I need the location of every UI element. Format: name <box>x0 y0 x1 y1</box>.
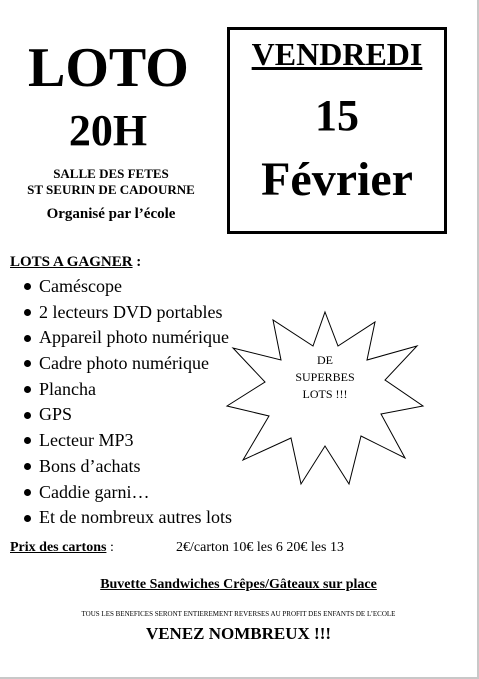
venue-town: ST SEURIN DE CADOURNE <box>27 182 195 197</box>
list-item <box>24 351 232 377</box>
list-item <box>24 325 232 351</box>
benefits-notice: TOUS LES BENEFICES SERONT ENTIEREMENT REVERSES AU PROFIT DES ENFANTS DE L’ECOLE <box>81 610 396 618</box>
call-to-action: VENEZ NOMBREUX !!! <box>145 624 332 643</box>
burst-line-3: LOTS !!! <box>302 387 348 401</box>
buvette-line: Buvette Sandwiches Crêpes/Gâteaux sur place <box>100 577 377 592</box>
prizes-list <box>24 274 232 531</box>
burst-line-2: SUPERBES <box>295 370 355 384</box>
list-item <box>24 300 232 326</box>
prize-label: Caméscope <box>39 276 122 296</box>
list-item <box>24 274 232 300</box>
bullet-icon <box>24 515 31 522</box>
burst-text <box>225 352 425 403</box>
pricing-colon: : <box>106 540 114 555</box>
prizes-heading <box>10 254 141 271</box>
bullet-icon <box>24 386 31 393</box>
prize-label: 2 lecteurs DVD portables <box>39 301 223 322</box>
list-item <box>24 402 232 428</box>
prize-label: GPS <box>39 404 73 425</box>
prize-label: Cadre photo numérique <box>39 353 209 374</box>
bullet-icon <box>24 489 31 496</box>
pricing-label: Prix des cartons <box>10 540 107 555</box>
prize-label: Bons d’achats <box>39 455 141 476</box>
prizes-title: LOTS A GAGNER <box>10 254 133 270</box>
date-month: Février <box>261 153 413 206</box>
list-item <box>24 480 232 506</box>
bullet-icon <box>24 463 31 470</box>
bullet-icon <box>24 412 31 419</box>
list-item <box>24 428 232 454</box>
prize-label: Lecteur MP3 <box>39 430 134 451</box>
event-title: LOTO <box>28 37 189 99</box>
pricing-values: 2€/carton 10€ les 6 20€ les 13 <box>176 540 344 555</box>
pricing-line <box>10 540 344 556</box>
prize-label: Caddie garni… <box>39 481 150 502</box>
event-time: 20H <box>68 106 148 155</box>
date-day: VENDREDI <box>251 36 423 72</box>
prize-label: Et de nombreux autres lots <box>39 507 232 528</box>
date-number: 15 <box>315 91 359 140</box>
bullet-icon <box>24 335 31 342</box>
burst-line-1: DE <box>317 353 333 367</box>
date-box <box>227 27 447 234</box>
organizer: Organisé par l’école <box>46 206 176 222</box>
bullet-icon <box>24 360 31 367</box>
list-item <box>24 454 232 480</box>
venue-name: SALLE DES FETES <box>53 166 169 181</box>
list-item <box>24 377 232 403</box>
prize-label: Appareil photo numérique <box>39 327 229 348</box>
bullet-icon <box>24 437 31 444</box>
bullet-icon <box>24 309 31 316</box>
burst-badge <box>225 308 425 488</box>
list-item <box>24 505 232 531</box>
prize-label: Plancha <box>39 378 96 399</box>
prizes-title-colon: : <box>132 254 142 270</box>
bullet-icon <box>24 283 31 290</box>
